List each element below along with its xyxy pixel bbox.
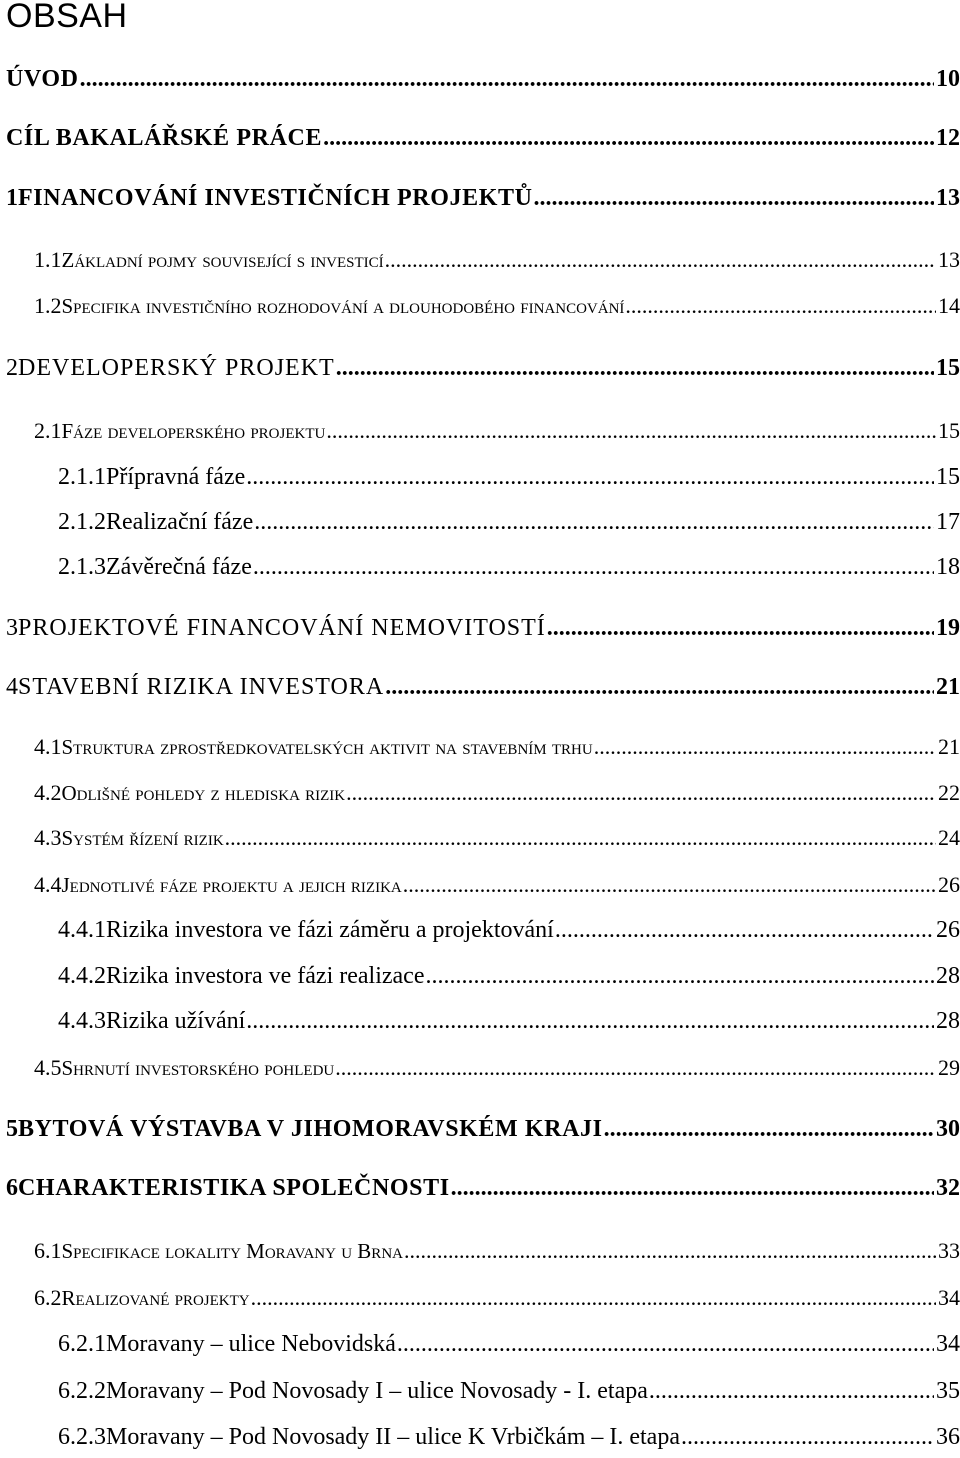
toc-entry-number: 4 xyxy=(6,674,18,700)
toc-leader-dots xyxy=(336,355,934,382)
toc-entry-label: DEVELOPERSKÝ PROJEKT xyxy=(18,355,335,381)
toc-leader-dots xyxy=(555,917,934,944)
toc-entry-number: 4.3 xyxy=(34,825,62,850)
toc-entry-chapter-2[interactable] xyxy=(6,355,960,382)
toc-entry-page: 15 xyxy=(936,355,960,381)
toc-leader-dots xyxy=(253,554,934,581)
toc-entry-page: 26 xyxy=(938,872,960,897)
toc-entry-chapter-5[interactable] xyxy=(6,1116,960,1143)
toc-entry-number: 3 xyxy=(6,615,18,641)
toc-entry-number: 4.2 xyxy=(34,780,62,805)
toc-entry-label: Rizika užívání xyxy=(106,1008,246,1034)
toc-leader-dots xyxy=(246,1008,934,1035)
toc-entry-label: CÍL BAKALÁŘSKÉ PRÁCE xyxy=(6,125,323,151)
toc-leader-dots xyxy=(225,825,936,851)
toc-leader-dots xyxy=(604,1116,934,1143)
toc-leader-dots xyxy=(404,1238,936,1264)
toc-entry-label: Přípravná fáze xyxy=(106,464,246,490)
toc-entry-number: 2.1 xyxy=(34,418,62,443)
toc-leader-dots xyxy=(251,1285,936,1311)
toc-entry-label: FINANCOVÁNÍ INVESTIČNÍCH PROJEKTŮ xyxy=(18,185,533,211)
toc-entry-section-4-3[interactable] xyxy=(34,825,960,851)
toc-entry-label: Základní pojmy související s investicí xyxy=(61,248,384,272)
toc-entry-label: Moravany – Pod Novosady I – ulice Novosady - I. etapa xyxy=(106,1378,648,1404)
toc-entry-page: 15 xyxy=(936,464,960,490)
toc-entry-label: BYTOVÁ VÝSTAVBA V JIHOMORAVSKÉM KRAJI xyxy=(18,1116,603,1142)
toc-entry-number: 6.1 xyxy=(34,1238,62,1263)
toc-leader-dots xyxy=(385,247,936,273)
toc-entry-label: CHARAKTERISTIKA SPOLEČNOSTI xyxy=(18,1175,450,1201)
toc-entry-label: ÚVOD xyxy=(6,66,79,92)
toc-entry-subsection-6-2-1[interactable] xyxy=(58,1331,960,1358)
toc-entry-page: 33 xyxy=(938,1238,960,1263)
toc-entry-number: 1.2 xyxy=(34,293,62,318)
toc-entry-chapter-3[interactable] xyxy=(6,615,960,642)
toc-entry-page: 21 xyxy=(936,674,960,700)
toc-entry-label: Realizované projekty xyxy=(61,1286,250,1310)
toc-entry-chapter-4[interactable] xyxy=(6,674,960,701)
toc-leader-dots xyxy=(246,464,934,491)
toc-entry-page: 22 xyxy=(938,780,960,805)
toc-entry-subsection-6-2-2[interactable] xyxy=(58,1378,960,1405)
toc-entry-page: 17 xyxy=(936,509,960,535)
toc-entry-number: 1.1 xyxy=(34,247,62,272)
toc-leader-dots xyxy=(547,615,934,642)
toc-entry-number: 1 xyxy=(6,185,18,211)
toc-entry-subsection-6-2-3[interactable] xyxy=(58,1424,960,1451)
toc-entry-subsection-2-1-2[interactable] xyxy=(58,509,960,536)
toc-entry-number: 4.5 xyxy=(34,1055,62,1080)
toc-entry-number: 2 xyxy=(6,355,18,381)
toc-entry-section-6-2[interactable] xyxy=(34,1285,960,1311)
toc-entry-number: 6.2 xyxy=(34,1285,62,1310)
toc-entry-label: Specifika investičního rozhodování a dlouhodobého financování xyxy=(61,294,625,318)
toc-entry-page: 28 xyxy=(936,963,960,989)
toc-entry-number: 6 xyxy=(6,1175,18,1201)
toc-entry-number: 4.4.1 xyxy=(58,917,106,943)
toc-entry-page: 24 xyxy=(938,825,960,850)
toc-leader-dots xyxy=(335,1055,936,1081)
toc-entry-label: Jednotlivé fáze projektu a jejich rizika xyxy=(61,873,402,897)
toc-leader-dots xyxy=(534,185,934,212)
toc-entry-label: Systém řízení rizik xyxy=(61,826,224,850)
toc-entry-page: 12 xyxy=(936,125,960,151)
toc-leader-dots xyxy=(397,1331,934,1358)
toc-leader-dots xyxy=(425,963,934,990)
toc-entry-number: 4.4.3 xyxy=(58,1008,106,1034)
toc-entry-subsection-2-1-3[interactable] xyxy=(58,554,960,581)
toc-entry-page: 14 xyxy=(938,293,960,318)
toc-entry-number: 6.2.1 xyxy=(58,1331,106,1357)
toc-entry-section-4-4[interactable] xyxy=(34,872,960,898)
toc-entry-label: Rizika investora ve fázi záměru a projektování xyxy=(106,917,554,943)
toc-entry-chapter-1[interactable] xyxy=(6,185,960,212)
toc-leader-dots xyxy=(326,418,936,444)
toc-entry-page: 15 xyxy=(938,418,960,443)
toc-entry-label: Realizační fáze xyxy=(106,509,254,535)
toc-leader-dots xyxy=(254,509,934,536)
toc-entry-label: Moravany – ulice Nebovidská xyxy=(106,1331,396,1357)
toc-entry-label: Rizika investora ve fázi realizace xyxy=(106,963,425,989)
toc-leader-dots xyxy=(403,872,936,898)
toc-entry-number: 6.2.3 xyxy=(58,1424,106,1450)
toc-entry-subsection-4-4-1[interactable] xyxy=(58,917,960,944)
toc-entry-number: 2.1.1 xyxy=(58,464,106,490)
toc-entry-page: 18 xyxy=(936,554,960,580)
toc-entry-number: 4.4 xyxy=(34,872,62,897)
toc-leader-dots xyxy=(323,125,934,152)
toc-entry-number: 2.1.2 xyxy=(58,509,106,535)
toc-entry-section-2-1[interactable] xyxy=(34,418,960,444)
toc-entry-section-6-1[interactable] xyxy=(34,1238,960,1264)
toc-entry-label: Shrnutí investorského pohledu xyxy=(61,1056,335,1080)
toc-entry-page: 28 xyxy=(936,1008,960,1034)
toc-entry-page: 36 xyxy=(936,1424,960,1450)
toc-leader-dots xyxy=(451,1175,934,1202)
toc-entry-label: Specifikace lokality Moravany u Brna xyxy=(61,1239,403,1263)
toc-entry-page: 35 xyxy=(936,1378,960,1404)
toc-entry-label: Fáze developerského projektu xyxy=(61,419,326,443)
toc-leader-dots xyxy=(346,780,936,806)
toc-entry-number: 6.2.2 xyxy=(58,1378,106,1404)
toc-entry-section-1-1[interactable] xyxy=(34,247,960,273)
toc-entry-label: Moravany – Pod Novosady II – ulice K Vrbičkám – I. etapa xyxy=(106,1424,680,1450)
toc-leader-dots xyxy=(80,66,934,93)
toc-entry-page: 29 xyxy=(938,1055,960,1080)
toc-entry-number: 2.1.3 xyxy=(58,554,106,580)
toc-entry-uvod[interactable] xyxy=(6,66,960,93)
toc-entry-subsection-4-4-2[interactable] xyxy=(58,963,960,990)
toc-leader-dots xyxy=(594,734,936,760)
toc-entry-label: Závěrečná fáze xyxy=(106,554,252,580)
toc-entry-chapter-6[interactable] xyxy=(6,1175,960,1202)
toc-entry-section-1-2[interactable] xyxy=(34,293,960,319)
toc-entry-page: 19 xyxy=(936,615,960,641)
toc-entry-page: 34 xyxy=(938,1285,960,1310)
toc-leader-dots xyxy=(649,1378,934,1405)
toc-entry-label: Odlišné pohledy z hlediska rizik xyxy=(61,781,346,805)
toc-entry-section-4-5[interactable] xyxy=(34,1055,960,1081)
toc-entry-section-4-2[interactable] xyxy=(34,780,960,806)
toc-entry-subsection-2-1-1[interactable] xyxy=(58,464,960,491)
toc-entry-label: Struktura zprostředkovatelských aktivit na stavebním trhu xyxy=(61,735,593,759)
toc-leader-dots xyxy=(385,674,934,701)
toc-entry-section-4-1[interactable] xyxy=(34,734,960,760)
toc-entry-cil[interactable] xyxy=(6,125,960,152)
toc-entry-number: 4.4.2 xyxy=(58,963,106,989)
toc-entry-subsection-4-4-3[interactable] xyxy=(58,1008,960,1035)
toc-entry-page: 30 xyxy=(936,1116,960,1142)
toc-entry-page: 13 xyxy=(936,185,960,211)
toc-entry-page: 26 xyxy=(936,917,960,943)
toc-entry-page: 32 xyxy=(936,1175,960,1201)
toc-entry-page: 21 xyxy=(938,734,960,759)
toc-entry-number: 5 xyxy=(6,1116,18,1142)
toc-entry-page: 10 xyxy=(936,66,960,92)
toc-entry-label: STAVEBNÍ RIZIKA INVESTORA xyxy=(18,674,385,700)
toc-entry-page: 34 xyxy=(936,1331,960,1357)
toc-entry-label: PROJEKTOVÉ FINANCOVÁNÍ NEMOVITOSTÍ xyxy=(18,615,546,641)
toc-leader-dots xyxy=(625,293,936,319)
toc-leader-dots xyxy=(681,1424,934,1451)
toc-entry-number: 4.1 xyxy=(34,734,62,759)
toc-entry-page: 13 xyxy=(938,247,960,272)
page-title: OBSAH xyxy=(6,0,128,35)
